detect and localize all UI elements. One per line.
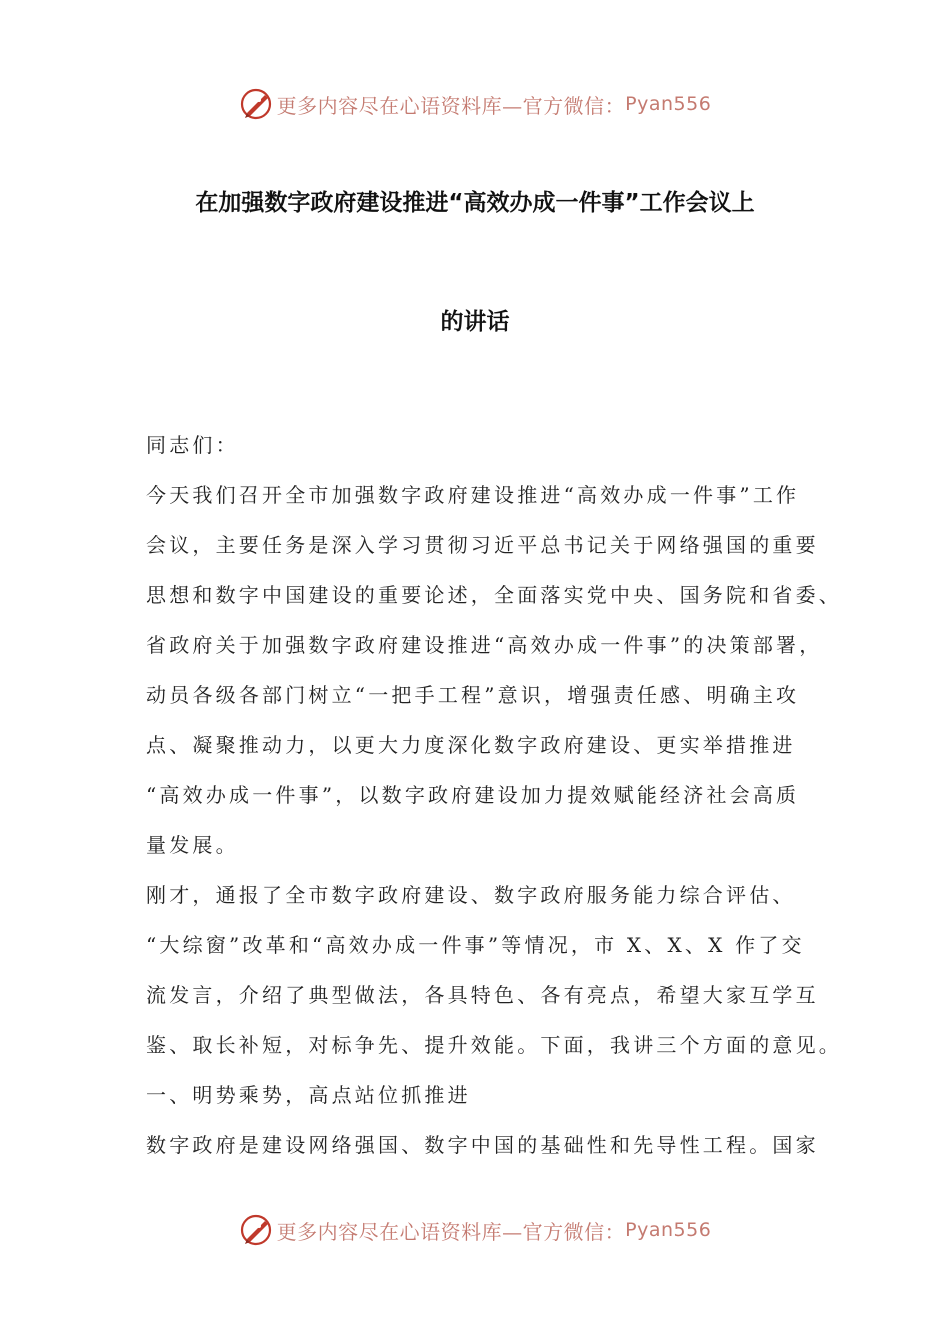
body-line: “高效办成一件事”，以数字政府建设加力提效赋能经济社会高质 [146, 783, 800, 807]
pen-logo-icon [239, 1212, 275, 1248]
body-line: 动员各级各部门树立“一把手工程”意识，增强责任感、明确主攻 [146, 683, 800, 707]
body-line: 刚才，通报了全市数字政府建设、数字政府服务能力综合评估、 [146, 883, 796, 907]
body-line: 会议，主要任务是深入学习贯彻习近平总书记关于网络强国的重要 [146, 533, 819, 557]
body-line: 同志们： [146, 433, 239, 457]
document-title-line-2: 的讲话 [440, 309, 510, 335]
body-line: 思想和数字中国建设的重要论述，全面落实党中央、国务院和省委、 [146, 583, 842, 607]
document-title-line-1: 在加强数字政府建设推进“高效办成一件事”工作会议上 [195, 190, 755, 216]
body-line: “大综窗”改革和“高效办成一件事”等情况，市 X、X、X 作了交 [146, 933, 805, 957]
body-line: 点、凝聚推动力，以更大力度深化数字政府建设、更实举措推进 [146, 733, 796, 757]
watermark-footer [0, 1210, 950, 1250]
pen-logo-icon [239, 86, 275, 122]
document-body [146, 420, 842, 1170]
body-line: 数字政府是建设网络强国、数字中国的基础性和先导性工程。国家 [146, 1133, 819, 1157]
body-line: 鉴、取长补短，对标争先、提升效能。下面，我讲三个方面的意见。 [146, 1033, 842, 1057]
watermark-text: 更多内容尽在心语资料库—官方微信： [276, 93, 626, 118]
body-line: 今天我们召开全市加强数字政府建设推进“高效办成一件事”工作 [146, 483, 800, 507]
body-line: 省政府关于加强数字政府建设推进“高效办成一件事”的决策部署， [146, 633, 823, 657]
watermark-wechat-id: Pyan556 [625, 1219, 712, 1241]
watermark-header [0, 84, 950, 124]
body-line: 流发言，介绍了典型做法，各具特色、各有亮点，希望大家互学互 [146, 983, 819, 1007]
watermark-text: 更多内容尽在心语资料库—官方微信： [276, 1219, 626, 1244]
watermark-wechat-id: Pyan556 [625, 93, 712, 115]
body-line: 量发展。 [146, 833, 239, 857]
section-heading: 一、明势乘势，高点站位抓推进 [146, 1083, 471, 1107]
